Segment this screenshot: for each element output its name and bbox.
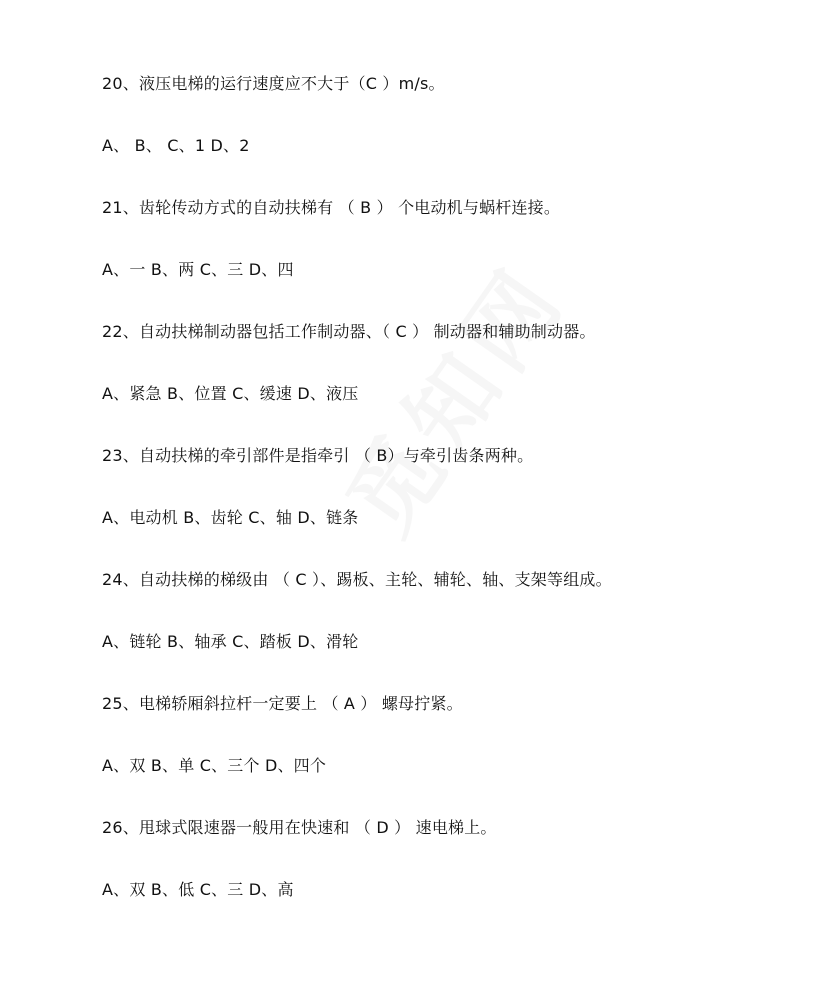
question-22: 22、自动扶梯制动器包括工作制动器、（ C ） 制动器和辅助制动器。: [102, 322, 596, 341]
question-21: 21、齿轮传动方式的自动扶梯有 （ B ） 个电动机与蜗杆连接。: [102, 198, 561, 217]
options-21: A、一 B、两 C、三 D、四: [102, 260, 294, 279]
options-22: A、紧急 B、位置 C、缓速 D、液压: [102, 384, 359, 403]
options-24: A、链轮 B、轴承 C、踏板 D、滑轮: [102, 632, 359, 651]
question-24: 24、自动扶梯的梯级由 （ C ）、踢板、主轮、辅轮、轴、支架等组成。: [102, 570, 612, 589]
question-25: 25、电梯轿厢斜拉杆一定要上 （ A ） 螺母拧紧。: [102, 694, 463, 713]
question-26: 26、甩球式限速器一般用在快速和 （ D ） 速电梯上。: [102, 818, 497, 837]
options-25: A、双 B、单 C、三个 D、四个: [102, 756, 327, 775]
options-20: A、 B、 C、1 D、2: [102, 136, 250, 155]
options-23: A、电动机 B、齿轮 C、轴 D、链条: [102, 508, 359, 527]
question-20: 20、液压电梯的运行速度应不大于（C ）m/s。: [102, 74, 445, 93]
question-23: 23、自动扶梯的牵引部件是指牵引 （ B）与牵引齿条两种。: [102, 446, 534, 465]
options-26: A、双 B、低 C、三 D、高: [102, 880, 294, 899]
